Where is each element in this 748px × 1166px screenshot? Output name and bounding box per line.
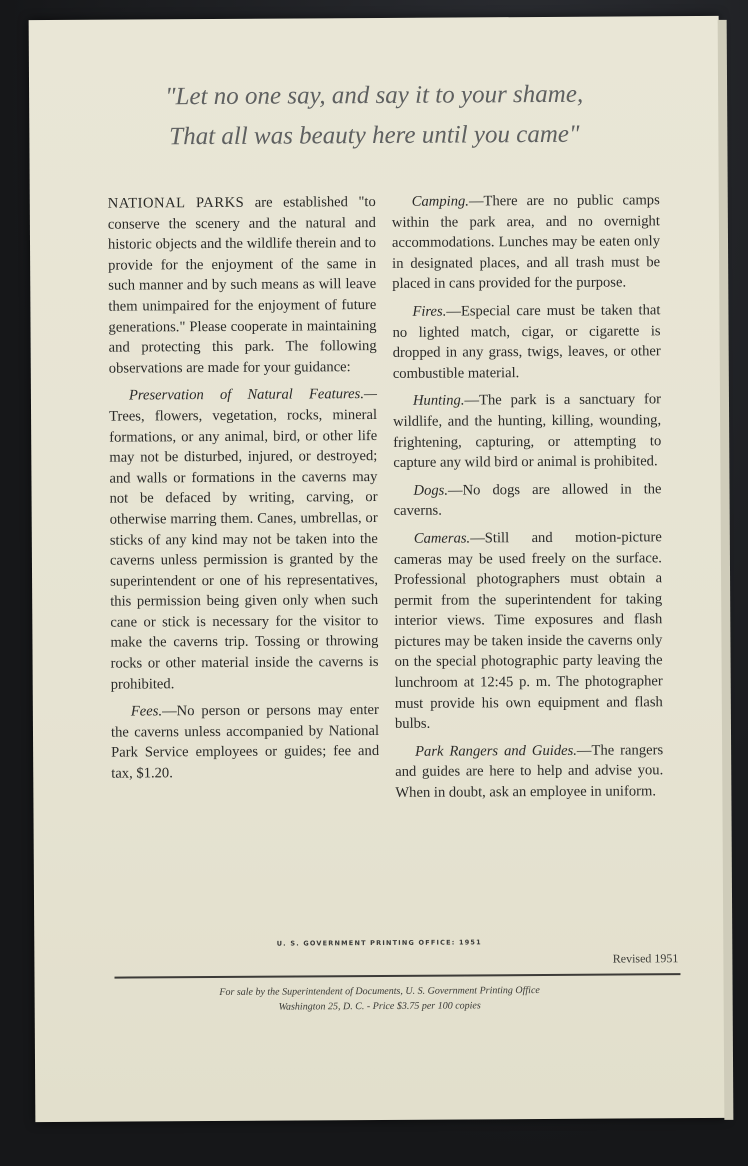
leaflet-page <box>29 16 726 1122</box>
sale-line-2: Washington 25, D. C. - Price $3.75 per 100 copies <box>278 1000 481 1013</box>
quote-line-1: "Let no one say, and say it to your shame, <box>164 80 584 111</box>
fees-text: —No person or persons may enter the caverns unless accompanied by National Park Service employees or guides; fee and tax, $1.20. <box>110 702 380 782</box>
intro-text: are established "to conserve the scenery and the natural and historic objects and the wildlife therein and to provide for the enjoyment of the same in such manner and by such means as will leave them unimpaired for the enjoyment of future generations." Please cooperate in maintaining and protecting this park. The following observations are made for your guidance: <box>107 194 377 377</box>
rangers-text: —The rangers and guides are here to help and advise you. When in doubt, ask an employee in uniform. <box>395 742 664 801</box>
preservation-heading: Preservation of Natural Features.— <box>128 386 377 404</box>
revised-note: Revised 1951 <box>612 951 679 966</box>
footer-rule <box>114 973 680 978</box>
sale-line-1: For sale by the Superintendent of Documents, U. S. Government Printing Office <box>219 985 540 998</box>
sale-notice <box>35 982 725 1016</box>
intro-paragraph <box>108 192 377 379</box>
dogs-heading: Dogs. <box>413 482 449 499</box>
preservation-paragraph <box>109 384 379 695</box>
camping-text: —There are no public camps within the park area, and no overnight accommodations. Lunches may be eaten only in designated places, and all trash must be placed in cans provided for the purpose. <box>391 192 661 293</box>
hunting-heading: Hunting. <box>412 392 465 410</box>
preservation-text: Trees, flowers, vegetation, rocks, mineral formations, or any animal, bird, or other life may not be disturbed, injured, or destroyed; and walls or formations in the caverns may not be defaced by writing, carving, or otherwise marring them. Canes, umbrellas, or sticks of any kind may not be taken into the caverns unless permission is granted by the superintendent or one of his representatives, this permission being given only when such cane or stick is necessary for the visitor to make the caverns trip. Tossing or throwing rocks or other material inside the caverns is prohibited. <box>109 406 379 693</box>
dogs-paragraph <box>393 479 661 522</box>
fees-heading: Fees. <box>130 703 163 720</box>
hunting-paragraph <box>393 390 661 474</box>
epigraph-quote <box>29 74 719 158</box>
right-column <box>392 190 664 810</box>
rangers-paragraph <box>395 740 663 803</box>
cameras-paragraph <box>394 527 663 735</box>
fires-paragraph <box>392 300 660 384</box>
rangers-heading: Park Rangers and Guides. <box>415 742 577 760</box>
hunting-text: —The park is a sanctuary for wildlife, and the hunting, killing, wounding, frightening, capturing, or attempting to capture any wild bird or animal is prohibited. <box>393 391 662 472</box>
cameras-heading: Cameras. <box>413 530 471 547</box>
cameras-text: —Still and motion-picture cameras may be used freely on the surface. Professional photographers must obtain a permit from the superintendent for taking interior views. Time exposures and flash pictures may be taken inside the caverns only on the special photographic party leaving the lunchroom at 12:45 p. m. The photographer must provide his own equipment and flash bulbs. <box>393 529 663 733</box>
quote-line-2: That all was beauty here until you came" <box>169 120 580 151</box>
dogs-text: —No dogs are allowed in the caverns. <box>393 480 662 520</box>
intro-lead: NATIONAL PARKS <box>107 194 245 212</box>
fires-heading: Fires. <box>412 303 447 320</box>
fires-text: —Especial care must be taken that no lighted match, cigar, or cigarette is dropped in any grass, twigs, leaves, or other combustible material. <box>392 302 661 382</box>
camping-heading: Camping. <box>411 193 469 210</box>
gpo-imprint: U. S. GOVERNMENT PRINTING OFFICE: 1951 <box>276 938 482 948</box>
left-column <box>108 192 380 791</box>
fees-paragraph <box>111 700 379 784</box>
camping-paragraph <box>392 190 661 295</box>
